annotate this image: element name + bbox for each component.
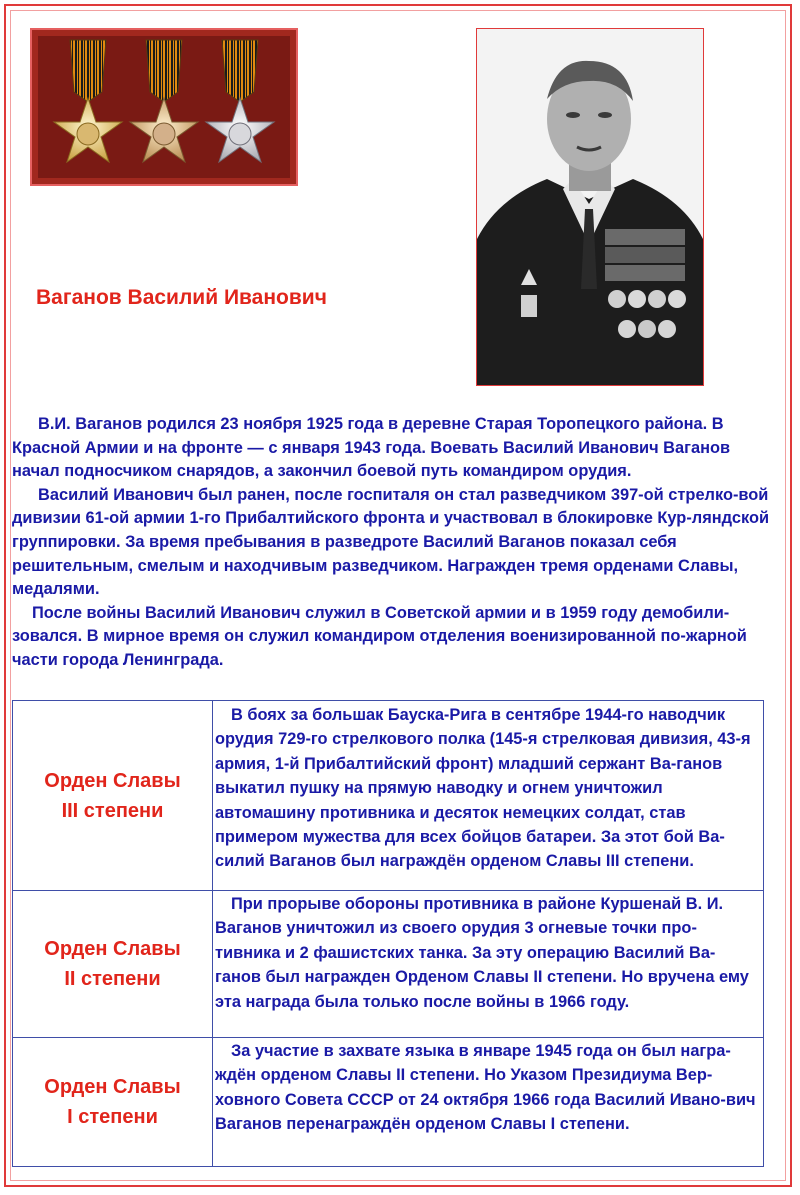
award-title-cell <box>13 890 213 1037</box>
table-row <box>13 701 763 891</box>
awards-table <box>12 700 764 1167</box>
award-title-cell <box>13 1037 213 1166</box>
award-title: Орден Славы II степени <box>44 937 181 990</box>
award-description: За участие в захвате языка в январе 1945 года он был награ-ждён орденом Славы II степени. Но Указом Президиума Вер-ховного Совета СССР от 24 октября 1966 года Василий Ивано-вич Ваганов перенаграждён орденом Славы I степени. <box>215 1042 756 1134</box>
award-description: При прорыве обороны противника в районе Куршенай В. И. Ваганов уничтожил из своего орудия 3 огневые точки про-тивника и 2 фашистских танка. За эту операцию Василий Ва-ганов был награжден Орденом Славы II степени. Но вручена ему эта награда была только после войны в 1966 году. <box>215 895 749 1011</box>
award-title: Орден Славы I степени <box>44 1075 181 1128</box>
bio-paragraph: В.И. Ваганов родился 23 ноября 1925 года в деревне Старая Торопецкого района. В Красной Армии и на фронте — с января 1943 года. Воевать Василий Иванович Ваганов начал подносчиком снарядов, а закончил боевой путь командиром орудия. <box>12 415 731 481</box>
table-row <box>13 1037 763 1166</box>
award-title: Орден Славы III степени <box>44 769 181 822</box>
award-title-cell <box>13 701 213 890</box>
bio-paragraph: После войны Василий Иванович служил в Советской армии и в 1959 году демобили-зовался. В мирное время он служил командиром отделения военизированной по-жарной части города Ленинграда. <box>12 603 747 669</box>
medal-icon-3 <box>206 40 274 162</box>
medal-icon-1 <box>54 40 122 162</box>
award-description-cell <box>215 703 759 874</box>
portrait-photo <box>476 28 704 386</box>
person-name: Ваганов Василий Иванович <box>36 286 327 309</box>
medals-photo <box>30 28 298 186</box>
biography <box>12 413 782 673</box>
award-description-cell <box>215 892 759 1014</box>
medal-icon-2 <box>130 40 198 162</box>
award-description-cell <box>215 1039 759 1137</box>
award-description: В боях за большак Бауска-Рига в сентябре 1944-го наводчик орудия 729-го стрелкового полка (145-я стрелковая дивизия, 43-я армия, 1-й Прибалтийский фронт) младший сержант Ва-ганов выкатил пушку на прямую наводку и огнем уничтожил автомашину противника и десяток немецких солдат, став примером мужества для всех бойцов батареи. За этот бой Ва-силий Ваганов был награждён орденом Славы III степени. <box>215 706 751 871</box>
table-row <box>13 890 763 1038</box>
bio-paragraph: Василий Иванович был ранен, после госпиталя он стал разведчиком 397-ой стрелко-вой дивизии 61-ой армии 1-го Прибалтийского фронта и участвовал в блокировке Кур-ляндской группировки. За время пребывания в разведроте Василий Ваганов показал себя решительным, смелым и находчивым разведчиком. Награжден тремя орденами Славы, медалями. <box>12 485 770 599</box>
